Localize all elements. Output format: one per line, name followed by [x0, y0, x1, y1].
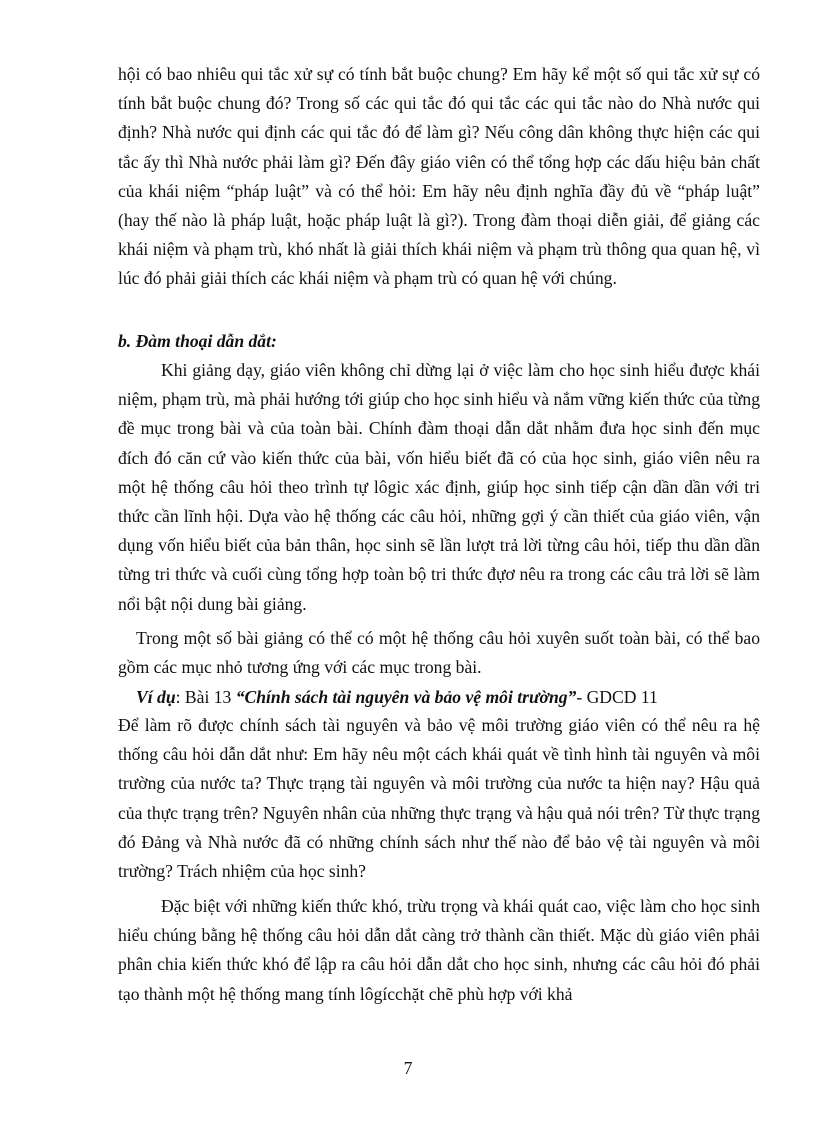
section-heading-b: b. Đàm thoại dẫn dắt: — [118, 331, 277, 351]
paragraph-guided-dialogue: Khi giảng dạy, giáo viên không chỉ dừng lại ở việc làm cho học sinh hiểu được khái niệm, phạm trù, mà phải hướng tới giúp cho học sinh hiểu và nắm vững kiến thức của từng đề mục trong bài và của toàn bài. Chính đàm thoại dẫn dắt nhằm đưa học sinh đến mục đích đó căn cứ vào kiến thức của bài, vốn hiểu biết đã có của học sinh, giáo viên nêu ra một hệ thống câu hỏi theo trình tự lôgic xác định, giúp học sinh tiếp cận dần dần với tri thức cần lĩnh hội. Dựa vào hệ thống các câu hỏi, những gợi ý cần thiết của giáo viên, vận dụng vốn hiểu biết của bản thân, học sinh sẽ lần lượt trả lời từng câu hỏi, tiếp thu dần dần từng tri thức và cuối cùng tổng hợp toàn bộ tri thức đựơ nêu ra trong các câu trả lời sẽ làm nổi bật nội dung bài giảng. — [118, 360, 760, 614]
paragraph-continued: hội có bao nhiêu qui tắc xử sự có tính bắt buộc chung? Em hãy kể một số qui tắc xử sự có tính bắt buộc chung đó? Trong số các qui tắc đó qui tắc các qui tắc nào do Nhà nước qui định? Nhà nước qui định các qui tắc đó để làm gì? Nếu công dân không thực hiện các qui tắc ấy thì Nhà nước phải làm gì? Đến đây giáo viên có thể tổng hợp các dấu hiệu bản chất của khái niệm “pháp luật” và có thể hỏi: Em hãy nêu định nghĩa đầy đủ về “pháp luật” (hay thế nào là pháp luật, hoặc pháp luật là gì?). Trong đàm thoại diễn giải, để giảng các khái niệm và phạm trù, khó nhất là giải thích khái niệm và phạm trù thông qua quan hệ, vì lúc đó phải giải thích các khái niệm và phạm trù có quan hệ với chúng. — [118, 64, 760, 289]
page-number: 7 — [403, 1058, 413, 1078]
paragraph-question-system: Trong một số bài giảng có thể có một hệ thống câu hỏi xuyên suốt toàn bài, có thể bao gồm các mục nhỏ tương ứng với các mục trong bài. — [118, 628, 760, 678]
example-label: Ví dụ — [136, 687, 176, 707]
example-suffix: - GDCD 11 — [576, 687, 658, 707]
paragraph-example-questions: Để làm rõ được chính sách tài nguyên và bảo vệ môi trường giáo viên có thể nêu ra hệ thống câu hỏi dẫn dắt như: Em hãy nêu một cách khái quát về tình hình tài nguyên và môi trường của nước ta? Thực trạng tài nguyên và môi trường của nước ta hiện nay? Hậu quả của thực trạng trên? Nguyên nhân của những thực trạng và hậu quả nói trên? Từ thực trạng đó Đảng và Nhà nước đã có những chính sách như thế nào để bảo vệ tài nguyên và môi trường? Trách nhiệm của học sinh? — [118, 715, 760, 882]
paragraph-difficult-knowledge: Đặc biệt với những kiến thức khó, trừu trọng và khái quát cao, việc làm cho học sinh hiểu chúng bằng hệ thống câu hỏi dẫn dắt càng trở thành cần thiết. Mặc dù giáo viên phải phân chia kiến thức khó để lập ra câu hỏi dẫn dắt cho học sinh, nhưng các câu hỏi đó phải tạo thành một hệ thống mang tính lôgícchặt chẽ phù hợp với khả — [118, 896, 760, 1004]
example-lesson: : Bài 13 — [175, 687, 236, 707]
example-title: “Chính sách tài nguyên và bảo vệ môi trường” — [235, 687, 577, 707]
example-line — [118, 683, 760, 712]
